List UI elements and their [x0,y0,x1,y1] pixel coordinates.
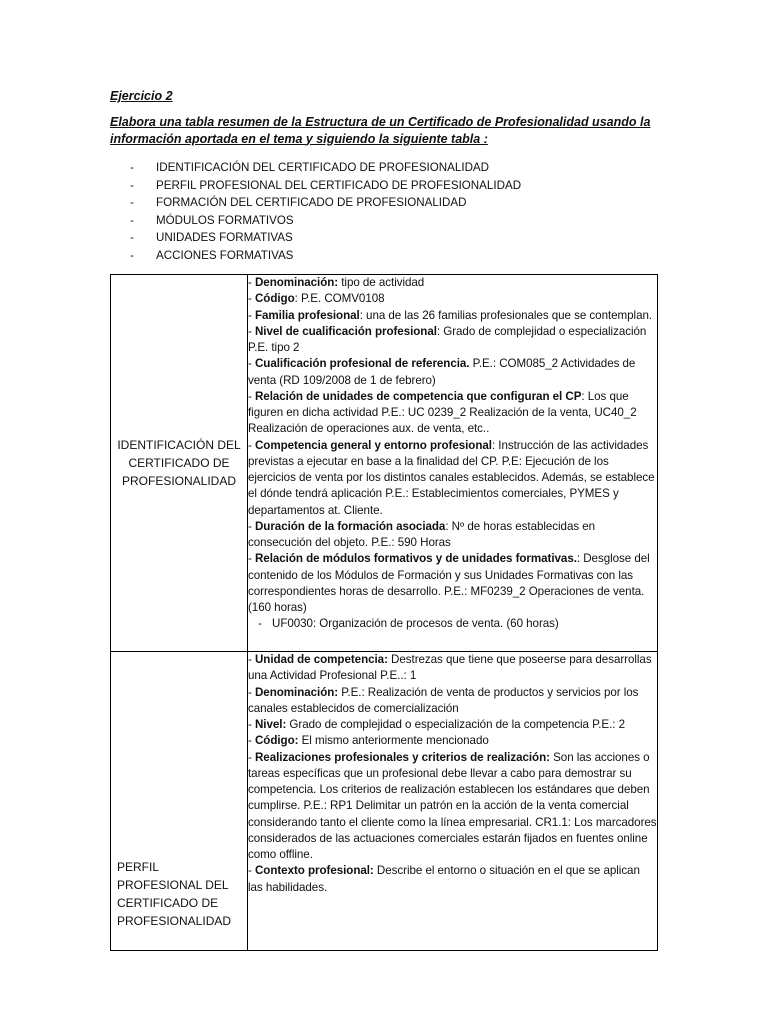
entry-codigo: - Código: P.E. COMV0108 [248,292,385,306]
entry-nivel: - Nivel: Grado de complejidad o especialización de la competencia P.E.: 2 [248,718,626,731]
list-item: - IDENTIFICACIÓN DEL CERTIFICADO DE PROFESIONALIDAD [110,159,521,177]
entry-nivel: - Nivel de cualificación profesional: Grado de complejidad o especialización P.E. tipo 2 [248,324,647,354]
table-row [111,275,658,652]
row-label-perfil: PERFIL PROFESIONAL DEL CERTIFICADO DE PROFESIONALIDAD [117,860,232,928]
entry-codigo: - Código: El mismo anteriormente mencionado [248,734,489,748]
exercise-instruction: Elabora una tabla resumen de la Estructura de un Certificado de Profesionalidad usando la información aportada en el tema y siguiendo la siguiente tabla : [110,115,651,146]
entry-duracion: - Duración de la formación asociada: Nº de horas establecidas en consecución del objeto. P.E.: 590 Horas [248,519,596,549]
list-item: - UNIDADES FORMATIVAS [110,229,521,247]
entry-familia: - Familia profesional: una de las 26 familias profesionales que se contemplan. [248,308,653,322]
entry-contexto: - Contexto profesional: Describe el entorno o situación en el que se aplican las habilidades. [248,864,640,894]
table-row [111,652,658,951]
structure-table [110,274,658,951]
entry-modulos: - Relación de módulos formativos y de unidades formativas.: Desglose del contenido de los Módulos de Formación y sus Unidades Formativas con las correspondientes horas de desarrollo. P.E.: MF0239_2 Operaciones de venta. (160 horas) [248,552,650,614]
entry-denominacion: - Denominación: P.E.: Realización de venta de productos y servicios por los canales establecidos de comercialización [248,685,639,715]
row-content-perfil [248,652,658,951]
entry-denominacion: - Denominación: tipo de actividad [248,276,425,289]
entry-subitem: - UF0030: Organización de procesos de venta. (60 horas) [248,616,657,632]
row-content-identificacion [248,275,658,652]
entry-cualificacion: - Cualificación profesional de referencia. P.E.: COM085_2 Actividades de venta (RD 109/2008 de 1 de febrero) [248,357,636,387]
list-item: - ACCIONES FORMATIVAS [110,247,521,265]
exercise-heading: Ejercicio 2 [110,89,173,103]
row-label-identificacion: IDENTIFICACIÓN DEL CERTIFICADO DE PROFESIONALIDAD [117,438,241,488]
list-item: - FORMACIÓN DEL CERTIFICADO DE PROFESIONALIDAD [110,194,521,212]
section-list [110,159,521,265]
list-item: - MÓDULOS FORMATIVOS [110,212,521,230]
entry-competencia-general: - Competencia general y entorno profesional: Instrucción de las actividades previstas a ejecutar en base a la finalidad del CP. P.E: Ejecución de los ejercicios de venta por los distintos canales establecidos. Además, se establece el dónde tendrá aplicación P.E.: Establecimientos comerciales, PYMES y departamentos at. Cliente. [248,438,655,517]
list-item: - PERFIL PROFESIONAL DEL CERTIFICADO DE PROFESIONALIDAD [110,177,521,195]
entry-realizaciones: - Realizaciones profesionales y criterios de realización: Son las acciones o tareas específicas que un profesional debe llevar a cabo para demostrar su competencia. Los criterios de realización establecen los estándares que deben cumplirse. P.E.: RP1 Delimitar un patrón en la acción de la venta comercial considerando tanto el cliente como la línea empresarial. CR1.1: Los marcadores considerados de las actuaciones comerciales estarán fijados en fuentes online como offline. [248,750,657,861]
entry-unidades-competencia: - Relación de unidades de competencia que configuran el CP: Los que figuren en dicha actividad P.E.: UC 0239_2 Realización de la venta, UC40_2 Realización de operaciones aux. de venta, etc.. [248,389,637,436]
entry-unidad-competencia: - Unidad de competencia: Destrezas que tiene que poseerse para desarrollas una Actividad Profesional P.E..: 1 [248,653,652,683]
